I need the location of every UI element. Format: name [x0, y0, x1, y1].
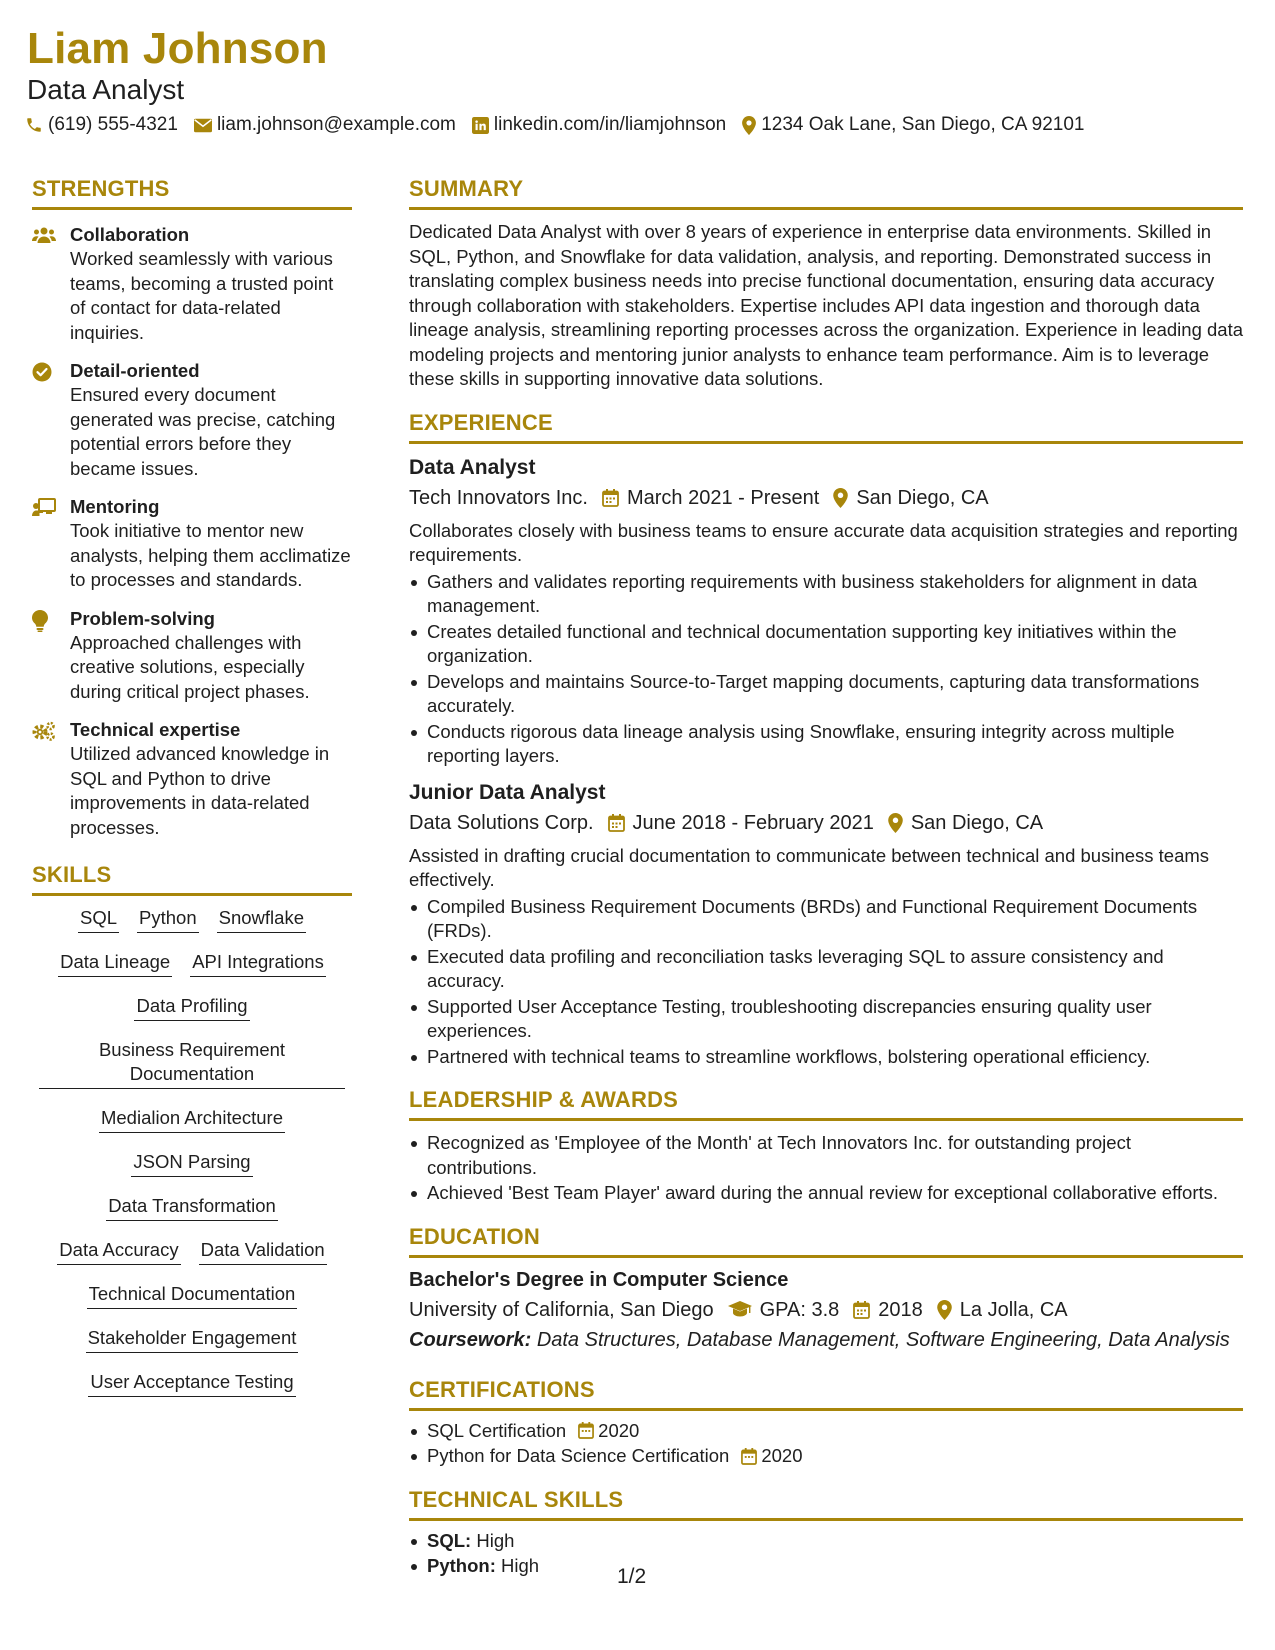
map-marker-icon [888, 813, 903, 833]
left-column [32, 176, 352, 1414]
skill-tag: Technical Documentation [87, 1282, 298, 1309]
map-marker-icon [937, 1300, 952, 1320]
cert-name: Python for Data Science Certification [427, 1445, 730, 1466]
technical-skills-heading: TECHNICAL SKILLS [409, 1487, 1243, 1521]
skill-tag: Data Validation [199, 1238, 327, 1265]
job-entry [409, 454, 1243, 769]
envelope-icon [194, 118, 212, 133]
coursework-label: Coursework: [409, 1328, 532, 1351]
cert-year: 2020 [761, 1445, 803, 1466]
coursework-text: Data Structures, Database Management, Software Engineering, Data Analysis [536, 1328, 1230, 1351]
certifications-section [409, 1377, 1243, 1469]
map-marker-icon [742, 116, 756, 135]
job-meta [409, 808, 1243, 838]
leadership-list [409, 1131, 1243, 1206]
skill-tag: API Integrations [190, 950, 326, 977]
skill-tag: Data Accuracy [57, 1238, 180, 1265]
linkedin-text: linkedin.com/in/liamjohnson [493, 114, 727, 135]
education-degree: Bachelor's Degree in Computer Science [409, 1268, 789, 1291]
chalkboard-teacher-icon [32, 498, 56, 517]
list-item: Compiled Business Requirement Documents (BRDs) and Functional Requirement Documents (FRDs). [409, 895, 1243, 944]
job-bullets [409, 570, 1243, 769]
skill-tag: Business Requirement Documentation [39, 1038, 345, 1089]
job-description: Assisted in drafting crucial documentation to communicate between technical and business teams effectively. [409, 844, 1210, 890]
contact-email[interactable] [194, 114, 456, 136]
candidate-title: Data Analyst [27, 74, 185, 105]
job-company: Tech Innovators Inc. [409, 486, 588, 509]
strength-title: Technical expertise [70, 719, 241, 740]
experience-heading: EXPERIENCE [409, 410, 1243, 444]
job-title: Junior Data Analyst [409, 780, 606, 804]
list-item: Creates detailed functional and technical documentation supporting key initiatives within the organization. [409, 620, 1243, 669]
strength-item [32, 495, 352, 593]
technical-skills-section [409, 1487, 1243, 1579]
calendar-icon [608, 814, 625, 832]
strength-title: Collaboration [70, 224, 190, 245]
contact-linkedin[interactable] [472, 114, 726, 136]
cert-year: 2020 [598, 1419, 640, 1441]
strength-title: Problem-solving [70, 607, 215, 629]
summary-text: Dedicated Data Analyst with over 8 years of experience in enterprise data environments. Skilled in SQL, Python, and Snowflake for data validation, analysis, and reporting. Demonstrated success in translating complex business needs into precise functional documentation, ensuring data accuracy through collaboration with stakeholders. Expertise includes API data ingestion and thorough data lineage analysis, streamlining reporting processes across the organization. Experience in leading data modeling projects and mentoring junior analysts to enhance team performance. Aim is to leverage these skills in supporting innovative data solutions. [409, 221, 1244, 389]
page-number: 1/2 [617, 1565, 647, 1588]
job-title: Data Analyst [409, 455, 536, 479]
contact-phone[interactable] [25, 114, 178, 136]
tech-skill-level: High [501, 1555, 540, 1576]
list-item [409, 1444, 1243, 1469]
education-location: La Jolla, CA [959, 1298, 1068, 1321]
list-item [409, 1554, 1243, 1579]
list-item: Achieved 'Best Team Player' award during the annual review for exceptional collaborative efforts. [409, 1181, 1243, 1206]
email-text: liam.johnson@example.com [216, 114, 456, 135]
skill-tag: Stakeholder Engagement [86, 1326, 299, 1353]
phone-icon [25, 116, 43, 134]
skill-tag: SQL [78, 906, 119, 933]
contact-bar [25, 114, 1100, 136]
linkedin-icon [472, 117, 489, 134]
list-item: Conducts rigorous data lineage analysis using Snowflake, ensuring integrity across multiple reporting layers. [409, 720, 1243, 769]
list-item: Recognized as 'Employee of the Month' at Tech Innovators Inc. for outstanding project contributions. [409, 1131, 1243, 1180]
strength-item [32, 359, 352, 481]
skills-heading: SKILLS [32, 862, 352, 896]
job-dates: March 2021 - Present [626, 486, 820, 509]
skills-list [32, 906, 352, 1414]
strength-item [32, 223, 352, 345]
leadership-heading: LEADERSHIP & AWARDS [409, 1087, 1243, 1121]
certifications-list [409, 1419, 1243, 1469]
strength-item [32, 607, 352, 705]
strengths-heading: STRENGTHS [32, 176, 352, 210]
list-item: Gathers and validates reporting requirements with business stakeholders for alignment in data management. [409, 570, 1243, 619]
list-item: Executed data profiling and reconciliation tasks leveraging SQL to assure consistency and accuracy. [409, 945, 1243, 994]
education-year: 2018 [878, 1298, 923, 1321]
list-item: Partnered with technical teams to streamline workflows, bolstering operational efficiency. [409, 1045, 1243, 1070]
education-section [409, 1224, 1243, 1355]
calendar-icon [602, 489, 619, 507]
right-column [409, 176, 1243, 1580]
education-heading: EDUCATION [409, 1224, 1243, 1258]
tech-skill-name: SQL: [427, 1529, 472, 1551]
strength-desc: Worked seamlessly with various teams, becoming a trusted point of contact for data-related inquiries. [70, 248, 334, 343]
strength-item [32, 718, 352, 840]
skill-tag: JSON Parsing [131, 1150, 252, 1177]
lightbulb-icon [32, 610, 48, 632]
job-entry [409, 779, 1243, 1070]
strength-title: Mentoring [70, 496, 160, 517]
calendar-icon [578, 1422, 594, 1439]
leadership-section [409, 1087, 1243, 1206]
cert-name: SQL Certification [427, 1419, 567, 1441]
education-meta [409, 1295, 1243, 1325]
certifications-heading: CERTIFICATIONS [409, 1377, 1243, 1411]
tech-skill-name: Python: [427, 1555, 496, 1576]
users-icon [32, 226, 56, 244]
list-item [409, 1419, 1243, 1444]
list-item: Develops and maintains Source-to-Target mapping documents, capturing data transformations accurately. [409, 670, 1243, 719]
graduation-cap-icon [728, 1301, 752, 1318]
tech-skill-level: High [476, 1529, 515, 1551]
skill-tag: Data Lineage [58, 950, 172, 977]
education-coursework [409, 1325, 1243, 1355]
education-gpa: GPA: 3.8 [759, 1298, 840, 1321]
calendar-icon [853, 1301, 870, 1319]
calendar-icon [741, 1448, 757, 1465]
strength-desc: Took initiative to mentor new analysts, helping them acclimatize to processes and standards. [70, 520, 351, 590]
skill-tag: Python [137, 906, 199, 933]
technical-skills-list [409, 1529, 1243, 1579]
summary-heading: SUMMARY [409, 176, 1243, 210]
job-location: San Diego, CA [856, 486, 989, 509]
experience-section [409, 410, 1243, 1070]
phone-text: (619) 555-4321 [48, 114, 178, 135]
strength-title: Detail-oriented [70, 360, 200, 381]
education-school: University of California, San Diego [409, 1298, 714, 1321]
candidate-name: Liam Johnson [27, 24, 328, 73]
contact-address [742, 114, 1084, 136]
cogs-icon [32, 721, 56, 741]
job-dates: June 2018 - February 2021 [632, 811, 874, 834]
job-location: San Diego, CA [910, 811, 1044, 834]
job-bullets [409, 895, 1243, 1070]
skill-tag: Data Transformation [106, 1194, 278, 1221]
address-text: 1234 Oak Lane, San Diego, CA 92101 [761, 114, 1085, 135]
strength-desc: Utilized advanced knowledge in SQL and Python to drive improvements in data-related processes. [70, 743, 330, 838]
job-meta [409, 483, 1243, 513]
skill-tag: Medialion Architecture [99, 1106, 285, 1133]
list-item [409, 1529, 1243, 1554]
strength-desc: Approached challenges with creative solutions, especially during critical project phases. [70, 631, 310, 702]
strength-desc: Ensured every document generated was precise, catching potential errors before they became issues. [70, 384, 336, 479]
skill-tag: User Acceptance Testing [88, 1370, 295, 1397]
check-circle-icon [32, 362, 52, 382]
list-item: Supported User Acceptance Testing, troubleshooting discrepancies ensuring quality user experiences. [409, 995, 1243, 1044]
skill-tag: Data Profiling [134, 994, 249, 1021]
strengths-list [32, 223, 352, 840]
skills-section [32, 862, 352, 1414]
job-description: Collaborates closely with business teams to ensure accurate data acquisition strategies and reporting requirements. [409, 519, 1238, 565]
map-marker-icon [833, 488, 848, 508]
job-company: Data Solutions Corp. [409, 811, 594, 834]
skill-tag: Snowflake [217, 906, 306, 933]
